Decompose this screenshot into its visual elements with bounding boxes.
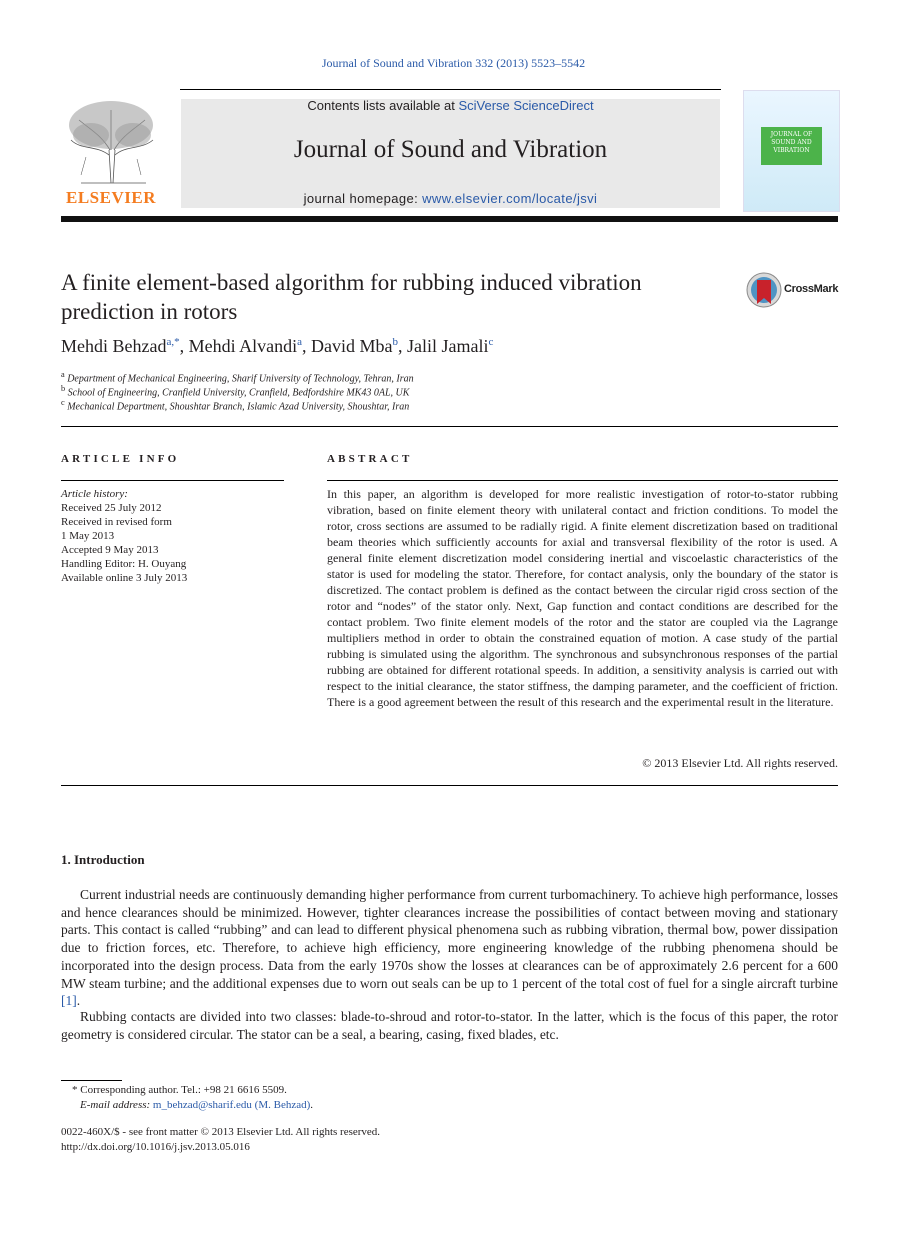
article-title: A finite element-based algorithm for rubbing induced vibration prediction in rotors [61,270,642,324]
email-end: . [310,1099,314,1111]
issn-line: 0022-460X/$ - see front matter © 2013 Elsevier Ltd. All rights reserved. [61,1126,381,1138]
sciencedirect-link[interactable]: SciVerse ScienceDirect [458,98,594,113]
author-affil-mark[interactable]: c [488,336,494,348]
history-line: Accepted 9 May 2013 [61,544,159,556]
homepage-line [181,191,720,206]
contents-prefix: Contents lists available at [307,98,459,113]
crossmark-badge[interactable] [746,270,838,310]
abstract-rule [327,480,838,481]
paragraph-end: . [76,993,81,1009]
author-affil-mark[interactable]: a [297,336,302,348]
affiliation-text: Department of Mechanical Engineering, Sharif University of Technology, Tehran, Iran [67,373,414,385]
author-name: Jalil Jamali [406,336,489,356]
email-note [80,1099,313,1111]
abstract-bottom-rule [61,785,838,786]
reference-link[interactable]: [1] [61,993,77,1009]
header-thick-rule [61,216,838,222]
history-line: Received 25 July 2012 [61,502,162,514]
affiliation-mark: c [61,398,65,407]
abstract-heading: ABSTRACT [327,453,413,465]
email-label: E-mail address: [80,1099,153,1111]
journal-cover-image [743,90,840,212]
history-line: 1 May 2013 [61,530,115,542]
history-line: Available online 3 July 2013 [61,572,188,584]
affiliation-a [61,370,414,384]
doi-link[interactable]: http://dx.doi.org/10.1016/j.jsv.2013.05.016 [61,1141,250,1153]
section-heading-introduction: 1. Introduction [61,852,145,867]
author-affil-mark[interactable]: a,* [166,336,180,348]
affiliation-b [61,384,409,398]
affiliation-text: School of Engineering, Cranfield University, Cranfield, Bedfordshire MK43 0AL, UK [67,387,410,399]
author-list [61,336,493,357]
author-separator: , [397,336,407,356]
crossmark-label: CrossMark [784,283,839,295]
affiliation-c [61,398,409,412]
author-separator: , [179,336,189,356]
homepage-prefix: journal homepage: [303,191,423,206]
paragraph-text: Current industrial needs are continuously demanding higher performance from current turbomachinery. To achieve high performance, losses and hence clearances should be minimized. However, tighter clearances increase the possibilities of contact between moving and stationary parts. This contact is called “rubbing” and can lead to different physical phenomena such as rubbing vibration, thermal bow, power dissipation due to friction forces, etc. Therefore, to achieve high efficiency, more engineering knowledge of the rubbing phenomena should be incorporated into the design process. Data from the early 1970s show the losses at clearances can be of approximately 2.6 percent for a 600 MW steam turbine; and the additional expenses due to worn out seals can be up to 1 percent of the total cost of fuel for a single aircraft turbine [61,887,838,991]
author-name: David Mba [311,336,393,356]
journal-citation[interactable]: Journal of Sound and Vibration 332 (2013) 5523–5542 [321,56,586,70]
history-line: Received in revised form [61,516,172,528]
affiliation-mark: a [61,370,65,379]
elsevier-wordmark: ELSEVIER [66,188,156,207]
header-top-rule [180,89,721,90]
affiliation-text: Mechanical Department, Shoushtar Branch, Islamic Azad University, Shoushtar, Iran [67,401,410,413]
intro-paragraph-2: Rubbing contacts are divided into two classes: blade-to-shroud and rotor-to-stator. In the latter, which is the focus of this paper, the rotor geometry is considered circular. The stator can be a seal, a bearing, casing, fixed blades, etc. [61,1009,838,1042]
author-name: Mehdi Behzad [61,336,167,356]
elsevier-tree-logo [61,95,161,190]
abstract-copyright: © 2013 Elsevier Ltd. All rights reserved. [642,756,838,770]
abstract-text: In this paper, an algorithm is developed for more realistic investigation of rotor-to-stator rubbing vibration, based on finite element theory with unilateral contact and friction conditions. To model the rotor, cross sections are assumed to be radially rigid. A finite element discretization based on traditional beam theories which sufficiently accounts for axial and transversal flexibility of the rotor is used. A general finite element discretization model considering inertial and viscoelastic characteristics of the stator is used for modeling the stator. Therefore, for contact analysis, only the boundary of the stator is discretized. The contact problem is defined as the contact between the circular rigid cross section of the rotor and “nodes” of the stator only. Next, Gap function and contact conditions are described for the contact problem. Two finite element models of the rotor and the stator are coupled via the Lagrange multipliers method in order to obtain the constrained equation of motion. A case study of the partial rubbing is simulated using the algorithm. The synchronous and subsynchronous responses of the partial rubbing are obtained for different rotational speeds. In addition, a sensitivity analysis is carried out with respect to the initial clearance, the stator stiffness, the damping parameter, and the coefficient of friction. There is a good agreement between the result of this research and the experimental result in the literature. [327,487,838,709]
author-affil-mark[interactable]: b [392,336,398,348]
footnote-rule [61,1080,122,1081]
author-separator: , [302,336,311,356]
email-link[interactable]: m_behzad@sharif.edu (M. Behzad) [152,1099,311,1111]
contents-line [181,98,720,113]
article-history [61,487,187,585]
journal-name: Journal of Sound and Vibration [293,136,608,163]
corresponding-author-note: * Corresponding author. Tel.: +98 21 6616 5509. [72,1084,287,1096]
homepage-link[interactable]: www.elsevier.com/locate/jsvi [422,191,598,206]
crossmark-icon [746,270,782,310]
article-info-heading: ARTICLE INFO [61,453,180,465]
history-label: Article history: [61,488,128,500]
history-line: Handling Editor: H. Ouyang [61,558,187,570]
affiliation-rule [61,426,838,427]
cover-title: JOURNAL OF SOUND AND VIBRATION [761,127,822,165]
affiliation-mark: b [61,384,66,393]
intro-paragraph-1 [61,886,838,1010]
article-info-rule [61,480,284,481]
author-name: Mehdi Alvandi [188,336,298,356]
